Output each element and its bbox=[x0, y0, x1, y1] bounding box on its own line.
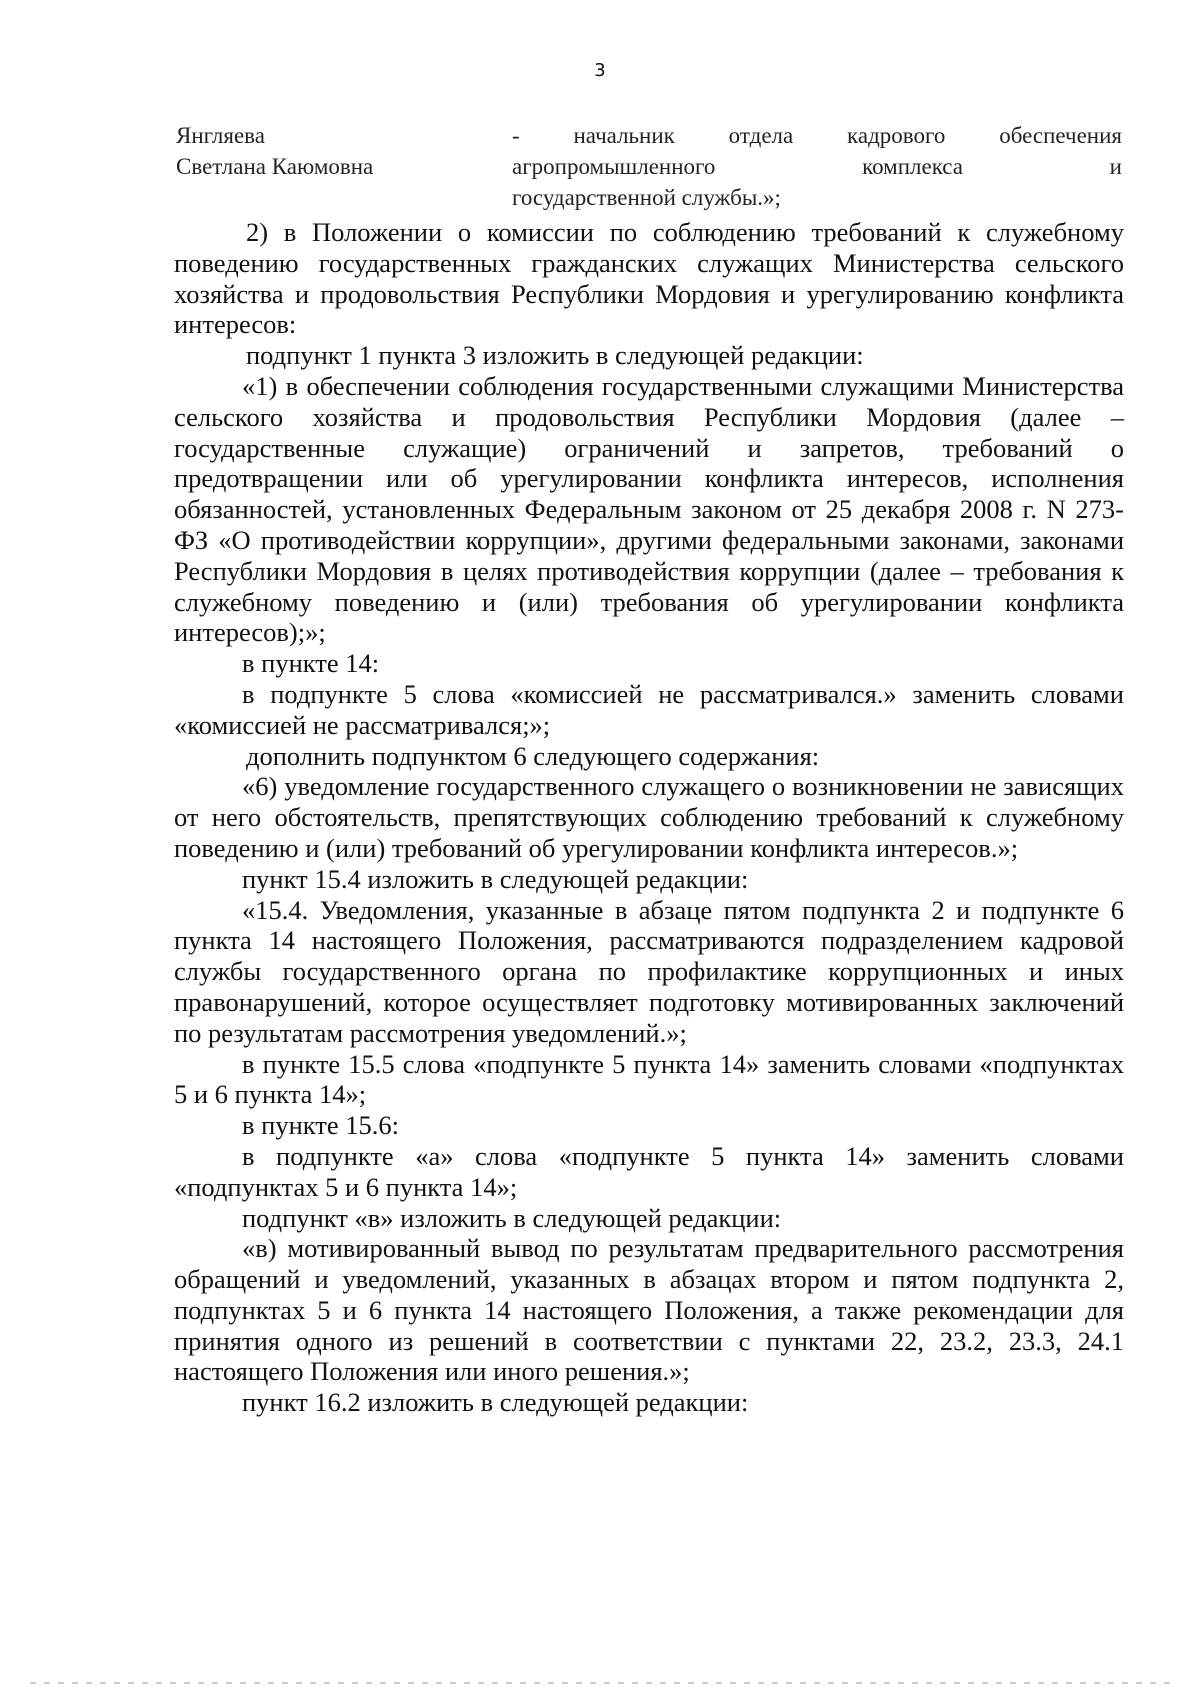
paragraph: «1) в обеспечении соблюдения государственными служащими Министерства сельского хозяйства и продовольствия Республики Мордовия (далее – государственные служащие) ограничений и запретов, требований о предотвращении или об урегулировании конфликта интересов, исполнения обязанностей, установленных Федеральным законом от 25 декабря 2008 г. N 273-ФЗ «О противодействии коррупции», другими федеральными законами, законами Республики Мордовия в целях противодействия коррупции (далее – требования к служебному поведению и (или) требования об урегулировании конфликта интересов);»; bbox=[174, 370, 1124, 648]
document-body bbox=[174, 217, 1124, 1418]
paragraph: в пункте 15.5 слова «подпункте 5 пункта 14» заменить словами «подпунктах 5 и 6 пункта 14»; bbox=[174, 1048, 1124, 1110]
scan-artifact-line bbox=[30, 1682, 1170, 1684]
paragraph: пункт 16.2 изложить в следующей редакции: bbox=[242, 1387, 749, 1418]
member-position bbox=[512, 120, 1122, 213]
paragraph: 2) в Положении о комиссии по соблюдению требований к служебному поведению государственных гражданских служащих Министерства сельского хозяйства и продовольствия Республики Мордовия и урегулированию конфликта интересов: bbox=[174, 217, 1124, 340]
paragraph: пункт 15.4 изложить в следующей редакции: bbox=[242, 863, 749, 894]
paragraph: «15.4. Уведомления, указанные в абзаце пятом подпункта 2 и подпункте 6 пункта 14 настоящего Положения, рассматриваются подразделением кадровой службы государственного органа по профилактике коррупционных и иных правонарушений, которое осуществляет подготовку мотивированных заключений по результатам рассмотрения уведомлений.»; bbox=[174, 894, 1124, 1048]
paragraph: «в) мотивированный вывод по результатам предварительного рассмотрения обращений и уведомлений, указанных в абзацах втором и пятом подпункта 2, подпунктах 5 и 6 пункта 14 настоящего Положения, а также рекомендации для принятия одного из решений в соответствии с пунктами 22, 23.2, 23.3, 24.1 настоящего Положения или иного решения.»; bbox=[174, 1233, 1124, 1387]
member-position-line: государственной службы.»; bbox=[512, 185, 781, 210]
member-name bbox=[176, 120, 476, 182]
page-number: 3 bbox=[594, 60, 606, 81]
member-position-line: агропромышленного комплекса и bbox=[512, 154, 1122, 179]
member-name-line: Янгляева bbox=[176, 123, 265, 148]
paragraph: «6) уведомление государственного служащего о возникновении не зависящих от него обстоятельств, препятствующих соблюдению требований к служебному поведению и (или) требований об урегулировании конфликта интересов.»; bbox=[174, 771, 1124, 863]
paragraph: в подпункте «а» слова «подпункте 5 пункта 14» заменить словами «подпунктах 5 и 6 пункта 14»; bbox=[174, 1140, 1124, 1202]
member-position-line: - начальник отдела кадрового обеспечения bbox=[512, 123, 1122, 148]
paragraph: в подпункте 5 слова «комиссией не рассматривался.» заменить словами «комиссией не рассматривался;»; bbox=[174, 678, 1124, 740]
paragraph: в пункте 14: bbox=[242, 648, 380, 679]
paragraph: дополнить подпунктом 6 следующего содержания: bbox=[246, 740, 820, 771]
member-name-line: Светлана Каюмовна bbox=[176, 154, 374, 179]
paragraph: в пункте 15.6: bbox=[242, 1110, 399, 1141]
paragraph: подпункт «в» изложить в следующей редакции: bbox=[242, 1202, 782, 1233]
paragraph: подпункт 1 пункта 3 изложить в следующей редакции: bbox=[246, 340, 864, 371]
